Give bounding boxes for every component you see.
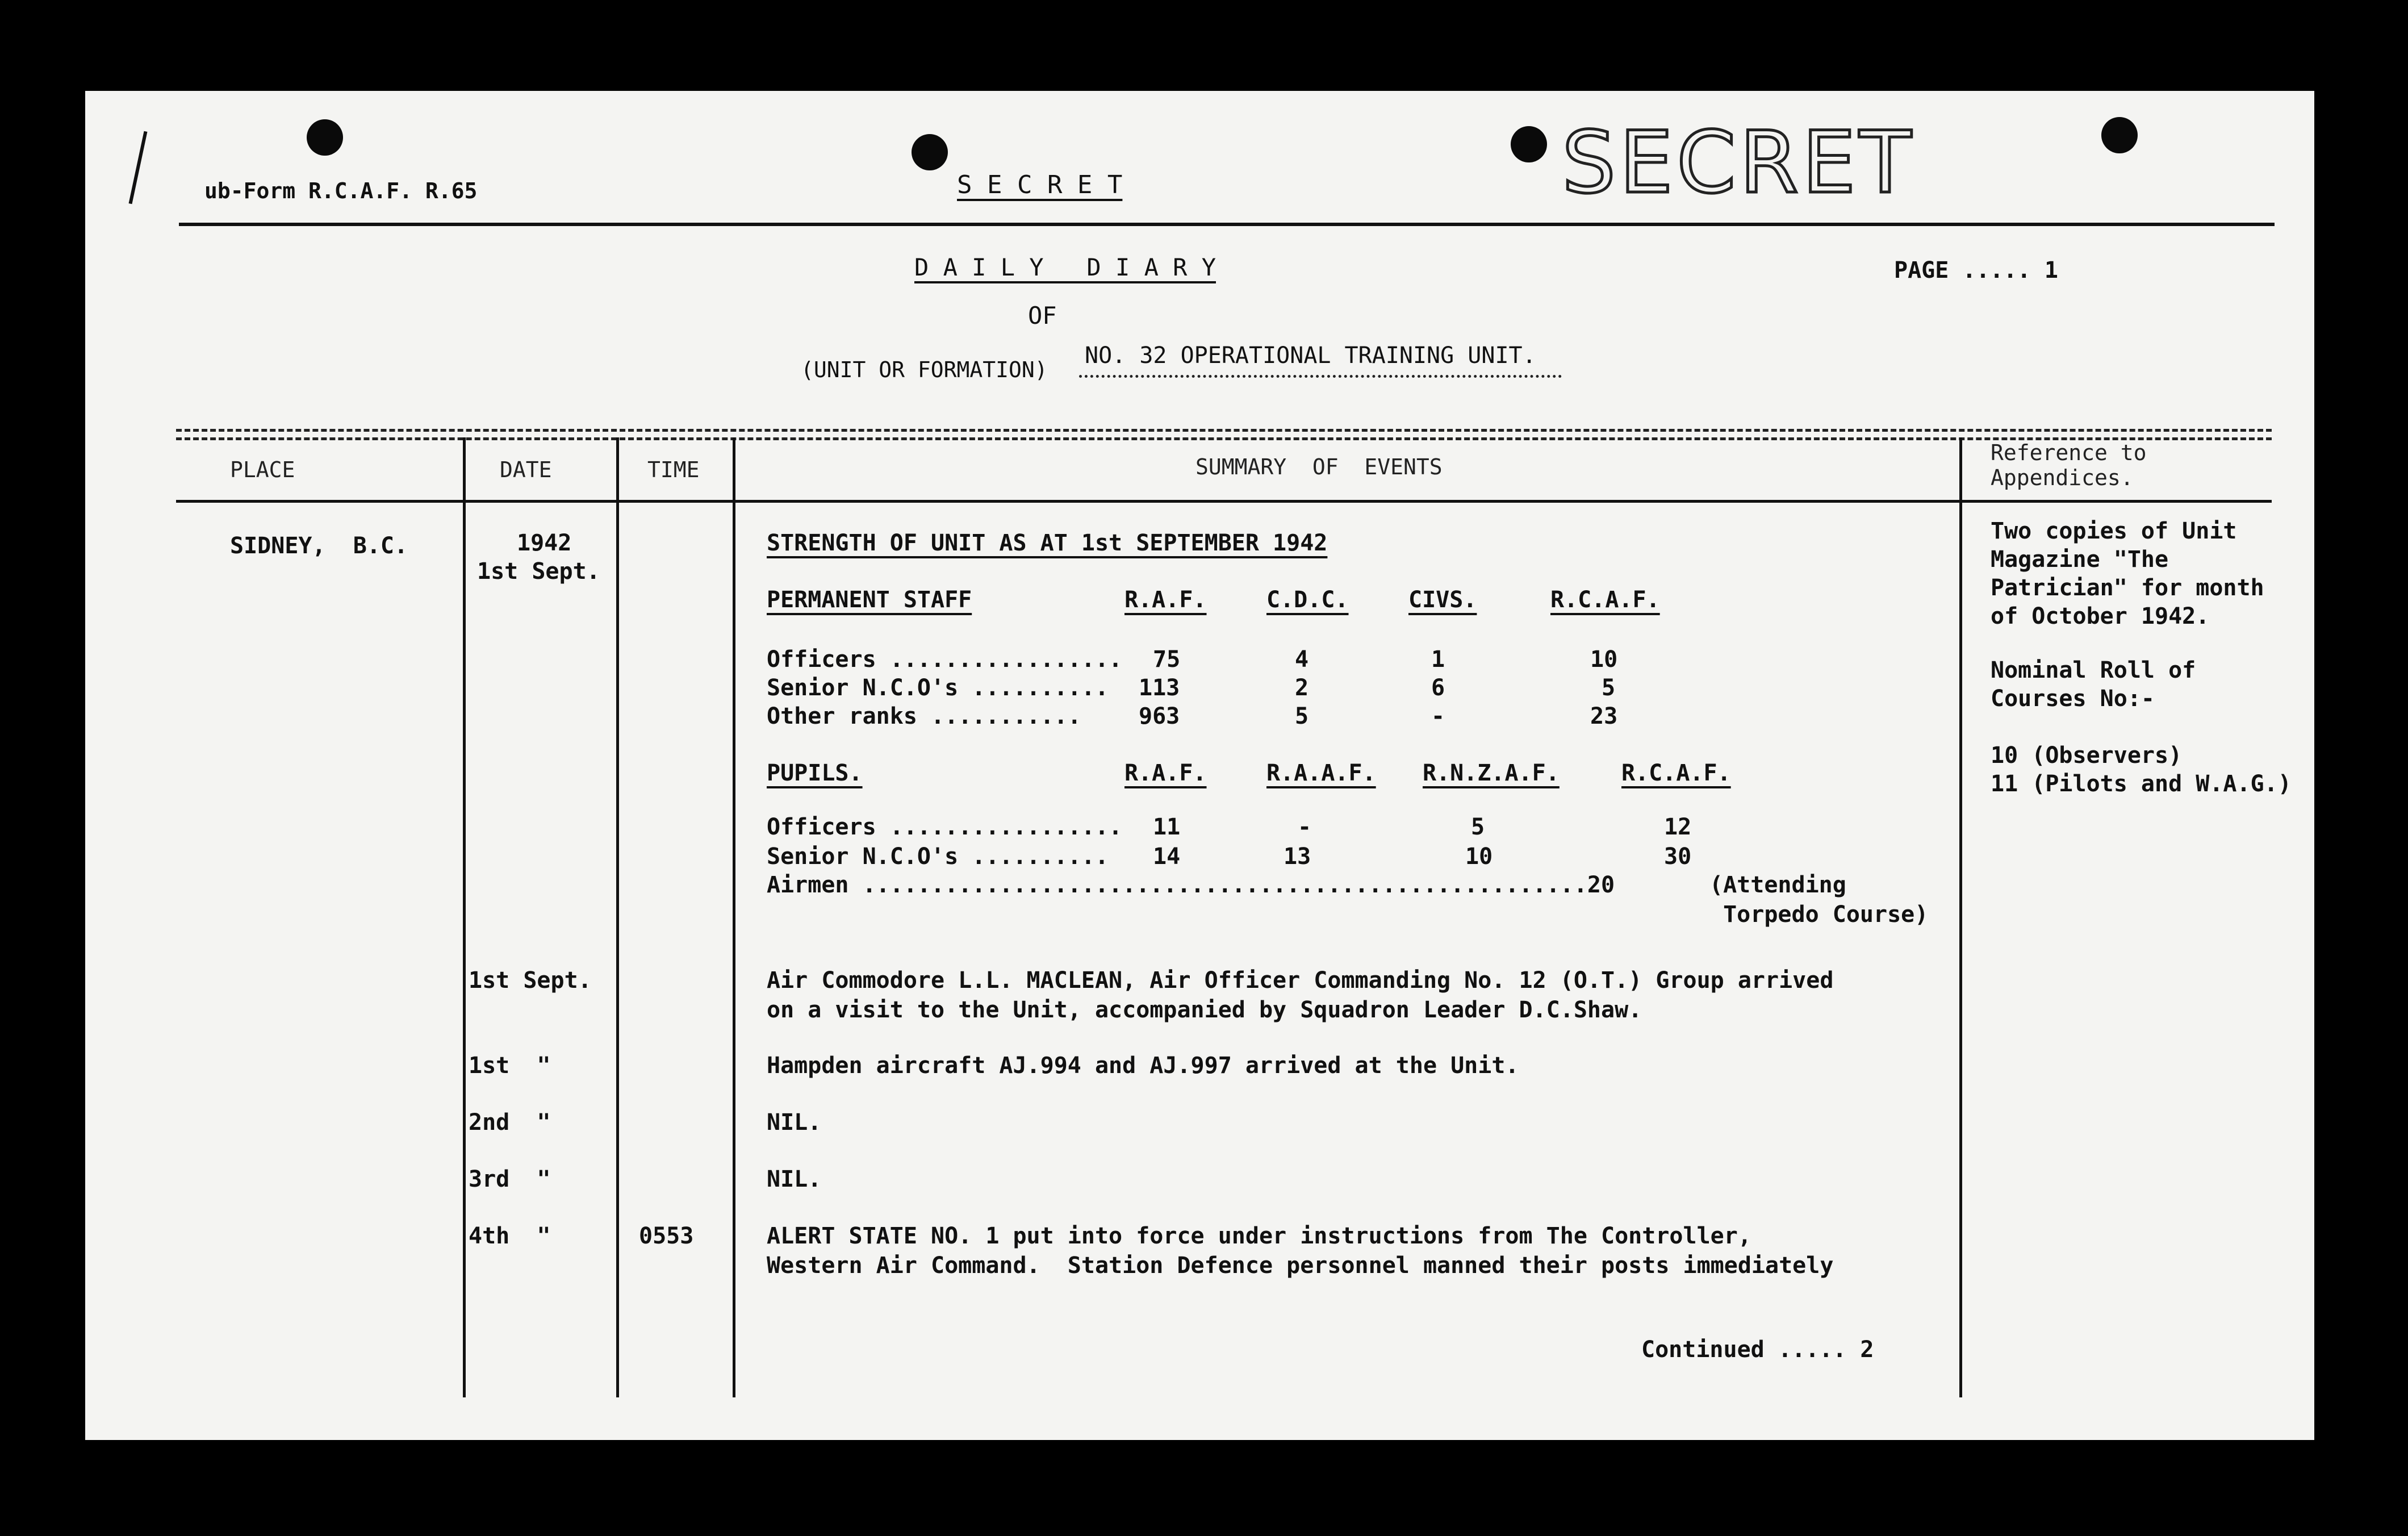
pupils-value: 14 bbox=[1153, 844, 1181, 870]
pupils-value: 11 bbox=[1153, 814, 1181, 840]
pupils-value: - bbox=[1298, 814, 1312, 840]
column-header-reference: Reference to Appendices. bbox=[1991, 440, 2147, 490]
punch-hole bbox=[307, 119, 343, 156]
strength-heading: STRENGTH OF UNIT AS AT 1st SEPTEMBER 1942 bbox=[767, 530, 1328, 556]
column-divider bbox=[463, 437, 466, 1397]
staff-value: 75 bbox=[1153, 646, 1181, 673]
staff-col-header: CIVS. bbox=[1408, 587, 1477, 613]
staff-value: 1 bbox=[1431, 646, 1445, 673]
staff-value: 4 bbox=[1295, 646, 1309, 673]
form-id: ub-Form R.C.A.F. R.65 bbox=[204, 178, 478, 203]
permanent-staff-heading: PERMANENT STAFF bbox=[767, 587, 972, 613]
unit-name: NO. 32 OPERATIONAL TRAINING UNIT. bbox=[1085, 343, 1536, 369]
continued-note: Continued ..... 2 bbox=[1641, 1337, 1874, 1363]
pupils-value: 5 bbox=[1471, 814, 1485, 840]
staff-value: 10 bbox=[1590, 646, 1618, 673]
column-header-date: DATE bbox=[500, 457, 552, 482]
appendix-entry: Nominal Roll of Courses No:- bbox=[1991, 657, 2196, 712]
staff-row-label: Senior N.C.O's .......... bbox=[767, 675, 1109, 701]
pupils-col-header: R.N.Z.A.F. bbox=[1423, 760, 1560, 786]
date-entry: 1st " bbox=[469, 1053, 551, 1079]
staff-value: 963 bbox=[1139, 703, 1180, 729]
secret-stamp: SECRET bbox=[1562, 114, 1915, 212]
secret-heading: S E C R E T bbox=[957, 170, 1123, 199]
column-divider bbox=[1959, 437, 1962, 1397]
pupils-col-header: R.A.F. bbox=[1124, 760, 1207, 786]
event-entry: Air Commodore L.L. MACLEAN, Air Officer Commanding No. 12 (O.T.) Group arrived on a visit to the Unit, accompanied by Squadron Leader D.C.Shaw. bbox=[767, 967, 1834, 1023]
staff-value: 113 bbox=[1139, 675, 1180, 701]
event-entry: NIL. bbox=[767, 1166, 822, 1192]
appendix-entry: 10 (Observers) 11 (Pilots and W.A.G.) bbox=[1991, 742, 2292, 797]
date-entry: 1st Sept. bbox=[469, 967, 592, 994]
staff-row-label: Officers ................. bbox=[767, 646, 1123, 673]
table-top-rule-2 bbox=[176, 437, 2272, 440]
staff-col-header: R.A.F. bbox=[1124, 587, 1207, 613]
staff-value: 23 bbox=[1590, 703, 1618, 729]
unit-label: (UNIT OR FORMATION) bbox=[801, 357, 1048, 382]
time-entry: 0553 bbox=[639, 1223, 694, 1249]
punch-hole bbox=[912, 134, 948, 170]
punch-hole bbox=[2101, 117, 2138, 153]
pupils-row-label: Senior N.C.O's .......... bbox=[767, 844, 1109, 870]
pupils-value: 12 bbox=[1664, 814, 1692, 840]
column-header-rule bbox=[176, 500, 2272, 503]
pupils-value: 10 bbox=[1465, 844, 1493, 870]
appendix-entry: Two copies of Unit Magazine "The Patrician" for month of October 1942. bbox=[1991, 518, 2264, 629]
event-entry: ALERT STATE NO. 1 put into force under instructions from The Controller, Western Air Command. Station Defence personnel manned their posts immediately bbox=[767, 1223, 1834, 1279]
table-top-rule bbox=[176, 429, 2272, 432]
column-header-time: TIME bbox=[647, 457, 700, 482]
pupils-heading: PUPILS. bbox=[767, 760, 863, 786]
pupils-row-label: Officers ................. bbox=[767, 814, 1123, 840]
unit-dotted-line bbox=[1079, 375, 1562, 378]
diary-title: D A I L Y D I A R Y bbox=[914, 253, 1216, 281]
staff-col-header: C.D.C. bbox=[1266, 587, 1349, 613]
pupils-value: 13 bbox=[1284, 844, 1311, 870]
date-year: 1942 bbox=[517, 530, 572, 556]
airmen-row: Airmen .....................................................20 bbox=[767, 872, 1615, 898]
staff-row-label: Other ranks ........... bbox=[767, 703, 1081, 729]
pupils-col-header: R.C.A.F. bbox=[1621, 760, 1731, 786]
punch-hole bbox=[1511, 126, 1547, 162]
staff-value: 6 bbox=[1431, 675, 1445, 701]
column-divider bbox=[616, 437, 619, 1397]
date-entry: 3rd " bbox=[469, 1166, 551, 1192]
airmen-note: (Attending Torpedo Course) bbox=[1709, 872, 1929, 928]
staff-value: - bbox=[1431, 703, 1445, 729]
column-header-summary: SUMMARY OF EVENTS bbox=[1195, 454, 1443, 479]
page-number: PAGE ..... 1 bbox=[1894, 257, 2058, 283]
date-entry: 2nd " bbox=[469, 1109, 551, 1136]
date-entry: 1st Sept. bbox=[477, 558, 600, 585]
place-entry: SIDNEY, B.C. bbox=[230, 533, 408, 559]
event-entry: Hampden aircraft AJ.994 and AJ.997 arrived at the Unit. bbox=[767, 1053, 1519, 1079]
column-divider bbox=[733, 437, 735, 1397]
header-rule bbox=[179, 223, 2275, 226]
date-entry: 4th " bbox=[469, 1223, 551, 1249]
staff-value: 5 bbox=[1295, 703, 1309, 729]
pupils-value: 30 bbox=[1664, 844, 1692, 870]
staff-value: 2 bbox=[1295, 675, 1309, 701]
pupils-col-header: R.A.A.F. bbox=[1266, 760, 1376, 786]
column-header-place: PLACE bbox=[230, 457, 295, 482]
diary-sheet bbox=[85, 91, 2314, 1440]
staff-col-header: R.C.A.F. bbox=[1550, 587, 1660, 613]
of-label: OF bbox=[1028, 302, 1057, 329]
staff-value: 5 bbox=[1602, 675, 1616, 701]
event-entry: NIL. bbox=[767, 1109, 822, 1136]
